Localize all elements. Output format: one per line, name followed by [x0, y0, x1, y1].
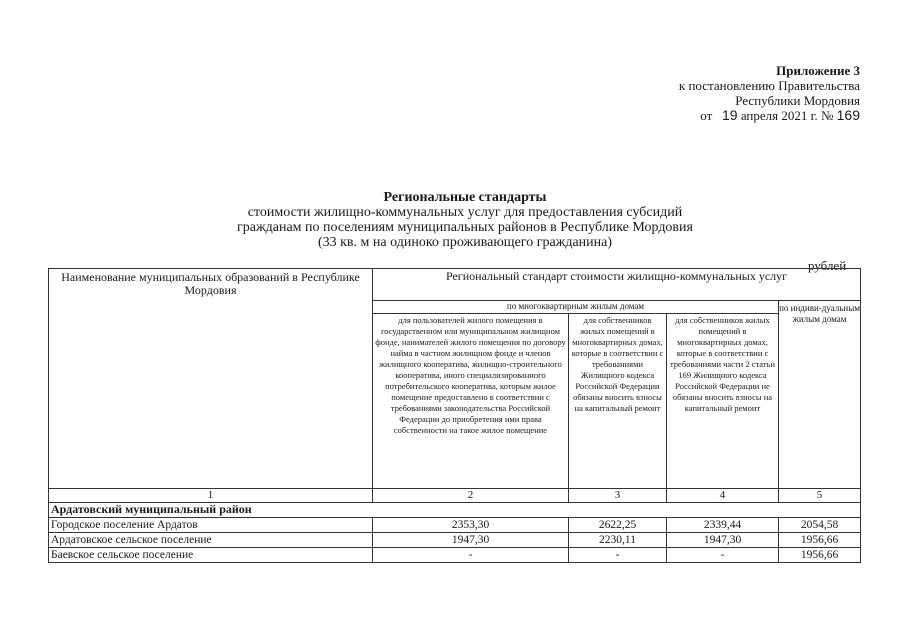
date-middle: апреля 2021 г. №	[740, 108, 834, 123]
header-apartment-buildings: по многоквартирным жилым домам	[373, 301, 779, 314]
table-row	[49, 518, 861, 533]
col-number: 5	[779, 489, 861, 503]
value-cell: 1947,30	[667, 533, 779, 548]
heading-line-2: гражданам по поселениям муниципальных районов в Республике Мордовия	[237, 220, 693, 235]
col-number: 3	[569, 489, 667, 503]
district-row	[49, 503, 861, 518]
value-cell: 1956,66	[779, 533, 861, 548]
appendix-date-line	[620, 108, 860, 123]
settlement-name: Баевское сельское поселение	[49, 548, 373, 563]
unit-label: рублей	[808, 258, 847, 273]
heading-line-1: стоимости жилищно-коммунальных услуг для предоставления субсидий	[247, 205, 683, 220]
col-number: 4	[667, 489, 779, 503]
date-prefix: от	[700, 108, 713, 123]
decree-number: 169	[836, 107, 860, 123]
heading-title: Региональные стандарты	[383, 190, 547, 205]
value-cell: 2622,25	[569, 518, 667, 533]
standards-table	[48, 268, 861, 563]
value-cell: -	[667, 548, 779, 563]
settlement-name: Городское поселение Ардатов	[49, 518, 373, 533]
value-cell: 1947,30	[373, 533, 569, 548]
header-individual-houses: по индиви-дуальным жилым домам	[779, 301, 861, 489]
table-row	[49, 533, 861, 548]
value-cell: 2353,30	[373, 518, 569, 533]
value-cell: 2230,11	[569, 533, 667, 548]
column-numbers-row	[49, 489, 861, 503]
header-municipality-name: Наименование муниципальных образований в Республике Мордовия	[49, 269, 373, 489]
value-cell: 1956,66	[779, 548, 861, 563]
header-regional-standard: Региональный стандарт стоимости жилищно-коммунальных услуг	[373, 269, 861, 301]
table-row	[49, 548, 861, 563]
value-cell: -	[569, 548, 667, 563]
appendix-line-1: к постановлению Правительства	[678, 78, 860, 93]
date-day: 19	[722, 107, 738, 123]
value-cell: 2054,58	[779, 518, 861, 533]
document-heading	[160, 190, 770, 250]
appendix-line-2: Республики Мордовия	[735, 93, 860, 108]
header-desc-col2: для пользователей жилого помещения в государственном или муниципальном жилищном фонде, нанимателей жилого помещения по договору найма в частном жилищном фонде и членов жилищного кооператива, жилищно-строительного кооператива, иного специализированного потребительского кооператива, которым жилое помещение предоставлено в соответствии с требованиями законодательства Российской Федерации до приобретения ими права собственности на такое жилое помещение	[373, 314, 569, 489]
heading-line-3: (33 кв. м на одиноко проживающего гражданина)	[317, 235, 613, 250]
col-number: 1	[49, 489, 373, 503]
district-name: Ардатовский муниципальный район	[49, 503, 861, 518]
value-cell: 2339,44	[667, 518, 779, 533]
appendix-block	[620, 63, 860, 123]
settlement-name: Ардатовское сельское поселение	[49, 533, 373, 548]
header-desc-col4: для собственников жилых помещений в многоквартирных домах, которые в соответствии с требованиями части 2 статьи 169 Жилищного кодекса Российской Федерации не обязаны вносить взносы на капитальный ремонт	[667, 314, 779, 489]
appendix-title: Приложение 3	[776, 63, 860, 78]
header-desc-col3: для собственников жилых помещений в многоквартирных домах, которые в соответствии с требованиями Жилищного кодекса Российской Федерации обязаны вносить взносы на капитальный ремонт	[569, 314, 667, 489]
col-number: 2	[373, 489, 569, 503]
value-cell: -	[373, 548, 569, 563]
